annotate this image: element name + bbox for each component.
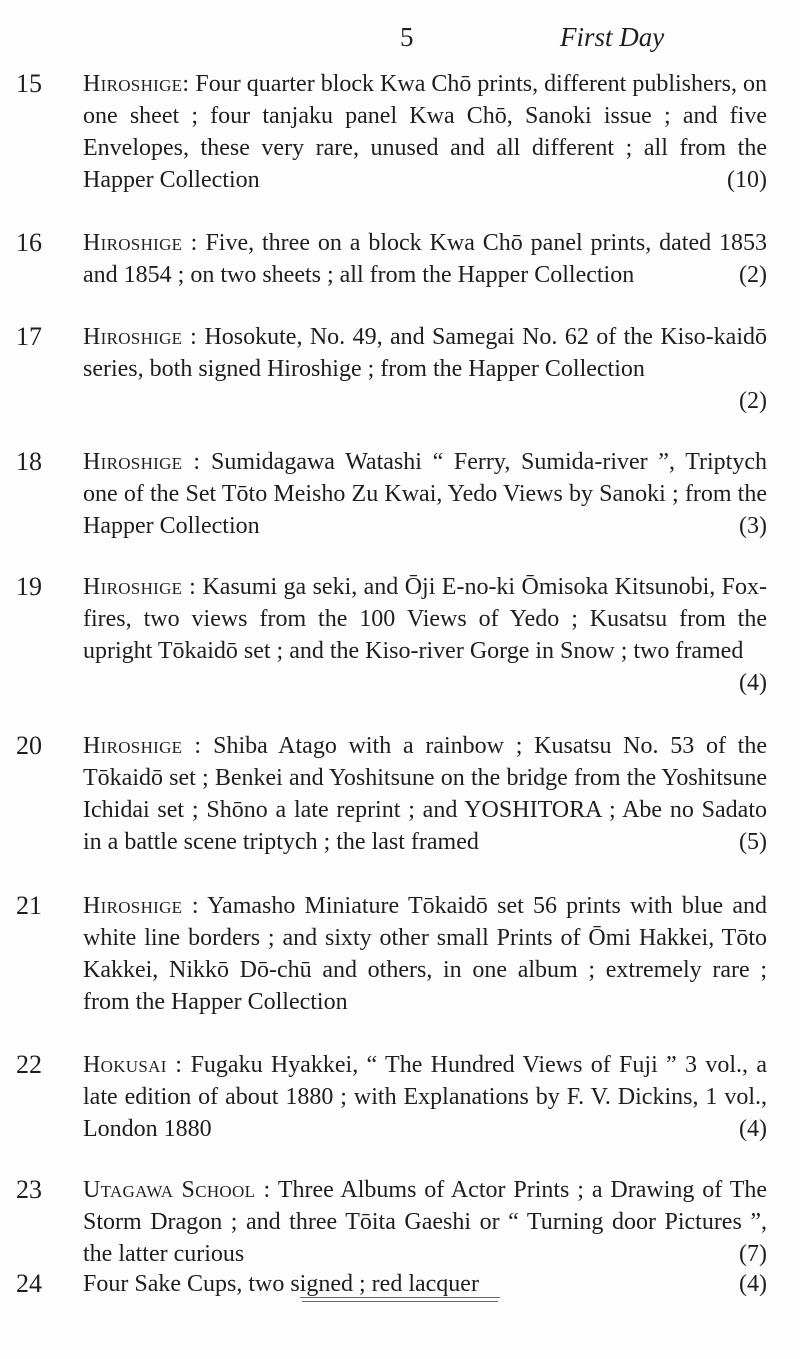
lot-number: 19 [16, 572, 42, 601]
lot-number: 21 [16, 891, 42, 920]
lot-quantity: (4) [739, 670, 767, 696]
lot-number: 22 [16, 1050, 42, 1079]
page-header [0, 20, 800, 60]
lot-description-text: Yamasho Miniature Tōkaidō set 56 prints with blue and white line borders ; and sixty other small Prints of Ōmi Hakkei, Tōto Kakkei, Nikkō Dō-chū and others, in one album ; extremely rare ; from the Happer Collection [83, 893, 767, 1015]
lot-quantity: (4) [739, 1271, 767, 1297]
lot-description-text: Shiba Atago with a rainbow ; Kusatsu No. 53 of the Tōkaidō set ; Benkei and Yoshitsune on the bridge from the Yoshitsune Ichidai set ; Shōno a late reprint ; and YOSHITORA ; Abe no Sadato in a battle scene triptych ; the last framed [83, 733, 768, 855]
lot-description [83, 730, 767, 858]
lot-description [83, 890, 767, 1018]
lot-quantity: (10) [727, 167, 767, 193]
lot-artist: Hiroshige : [83, 449, 201, 475]
lot-description [83, 571, 767, 699]
lot-description-text: Four Sake Cups, two signed ; red lacquer [83, 1271, 479, 1297]
lot-quantity: (4) [739, 1116, 767, 1142]
lot-description [83, 227, 767, 291]
lot-description-text: Four quarter block Kwa Chō prints, different publishers, on one sheet ; four tanjaku panel Kwa Chō, Sanoki issue ; and five Envelopes, these very rare, unused and all different ; all from the Happer Collection [83, 71, 767, 193]
lot-artist: Utagawa School : [83, 1177, 271, 1203]
end-rule-double [302, 1301, 498, 1302]
lot-description-text: Hosokute, No. 49, and Samegai No. 62 of the Kiso-kaidō series, both signed Hiroshige ; from the Happer Collection [83, 324, 767, 382]
lot-artist: Hiroshige: [83, 71, 190, 97]
lot-description-text: Kasumi ga seki, and Ōji E-no-ki Ōmisoka Kitsunobi, Fox-fires, two views from the 100 Views of Yedo ; Kusatsu from the upright Tōkaidō set ; and the Kiso-river Gorge in Snow ; two framed [83, 574, 767, 664]
lot-artist: Hiroshige : [83, 733, 202, 759]
running-title: First Day [560, 22, 665, 52]
lot-quantity: (3) [739, 513, 767, 539]
lot-description-text: Sumidagawa Watashi “ Ferry, Sumida-river ”, Triptych one of the Set Tōto Meisho Zu Kwai, Yedo Views by Sanoki ; from the Happer Collection [83, 449, 767, 539]
lot-description [83, 68, 767, 196]
lot-number: 20 [16, 731, 42, 760]
lot-description-text: Five, three on a block Kwa Chō panel prints, dated 1853 and 1854 ; on two sheets ; all from the Happer Collection [83, 230, 768, 288]
lot-number: 16 [16, 228, 42, 257]
lot-quantity: (2) [739, 262, 767, 288]
lot-description [83, 1049, 767, 1145]
lot-description [83, 1268, 767, 1300]
lot-quantity: (2) [739, 388, 767, 414]
lot-number: 18 [16, 447, 42, 476]
lot-artist: Hokusai : [83, 1052, 183, 1078]
end-rule [300, 1297, 500, 1298]
lot-number: 17 [16, 322, 42, 351]
page-number: 5 [400, 22, 414, 52]
lot-artist: Hiroshige : [83, 230, 198, 256]
lot-description [83, 446, 767, 542]
lot-artist: Hiroshige : [83, 893, 199, 919]
lot-description [83, 1174, 767, 1270]
lot-artist: Hiroshige : [83, 574, 197, 600]
lot-description-text: Three Albums of Actor Prints ; a Drawing of The Storm Dragon ; and three Tōita Gaeshi or “ Turning door Pictures ”, the latter curious [83, 1177, 768, 1267]
lot-number: 23 [16, 1175, 42, 1204]
lot-description [83, 321, 767, 417]
lot-quantity: (5) [739, 829, 767, 855]
lot-artist: Hiroshige : [83, 324, 198, 350]
lot-number: 15 [16, 69, 42, 98]
lot-description-text: Fugaku Hyakkei, “ The Hundred Views of Fuji ” 3 vol., a late edition of about 1880 ; with Explanations by F. V. Dickins, 1 vol., London 1880 [83, 1052, 767, 1142]
lot-quantity: (7) [739, 1241, 767, 1267]
lot-number: 24 [16, 1269, 42, 1298]
